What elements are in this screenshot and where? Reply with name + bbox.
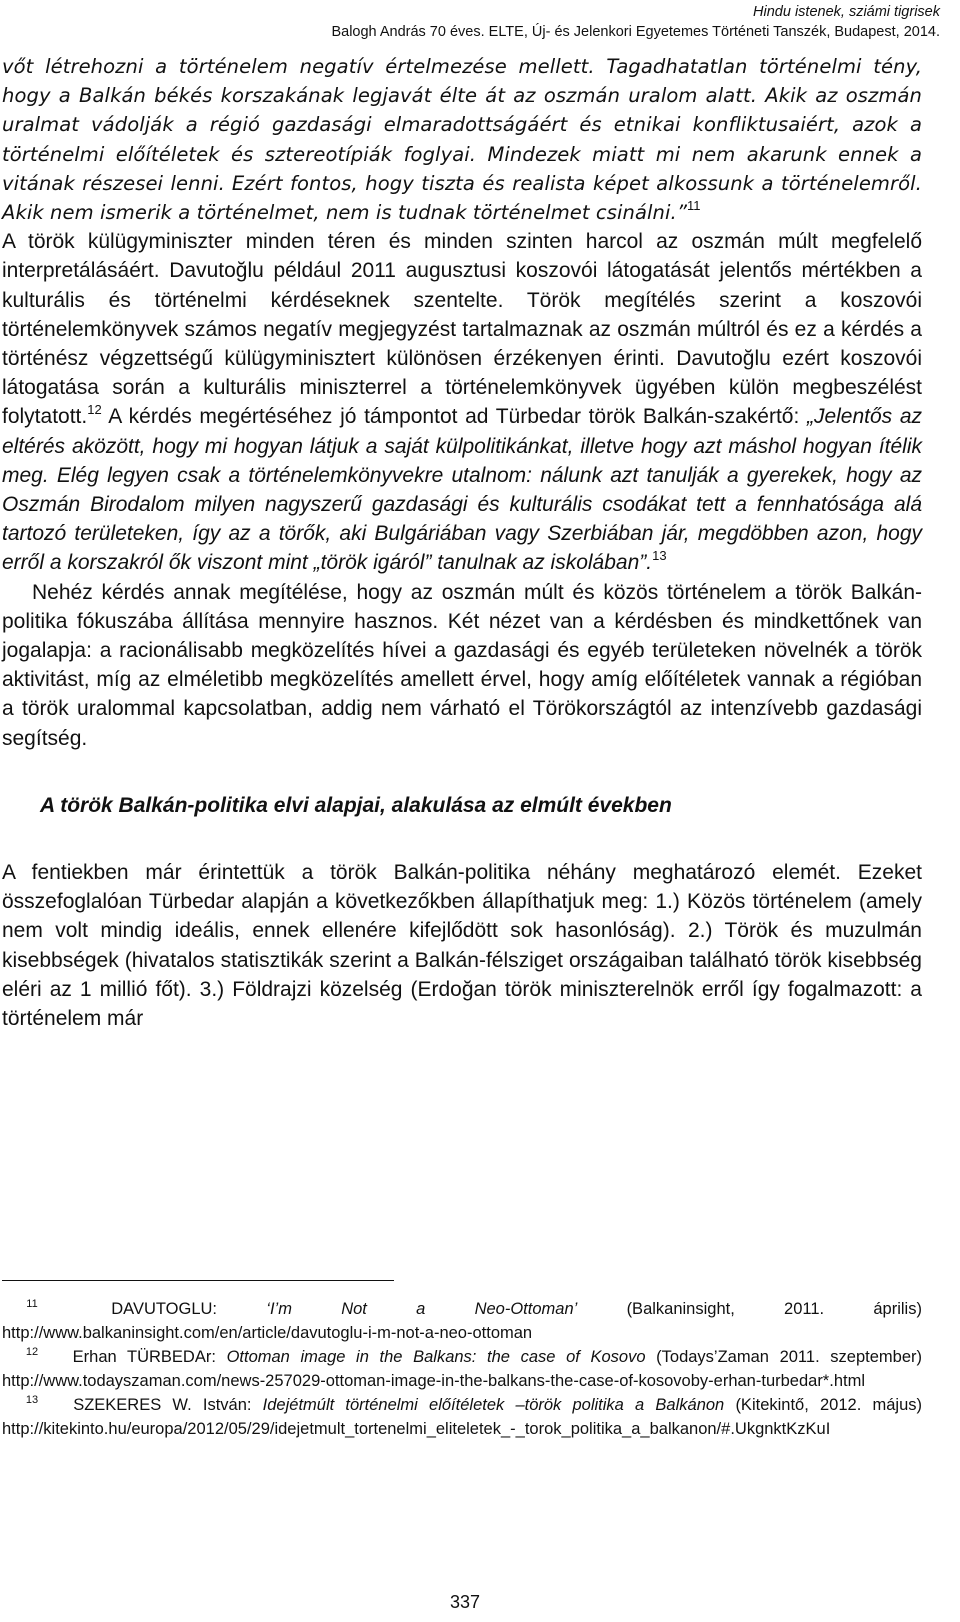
page-number: 337 xyxy=(449,1592,481,1612)
paragraph-2: Nehéz kérdés annak megítélése, hogy az oszmán múlt és közös történelem a török Balkán-politika fókuszába állítása mennyire hasznos. Két nézet van a kérdésben és mindkettőnek van jogalapja: a racionálisabb megközelítés hívei a gazdasági és egyéb területeken növelnék a török aktivitást, míg az elméletibb megközelítés amellett érvel, hogy amíg előítéletek vannak a régióban a török uralommal kapcsolatban, addig nem várható el Törökországtól az intenzívebb gazdasági segítség. xyxy=(2,580,922,750)
footnote-ref-11[interactable]: 11 xyxy=(687,198,701,214)
footnotes xyxy=(2,1280,922,1442)
series-title: Hindu istenek, sziámi tigrisek xyxy=(753,4,940,20)
footnote-source[interactable]: (Todays’Zaman 2011. szeptember) http://www.todayszaman.com/news-257029-ottoman-image-in-the-balkans-the-case-of-kosovoby-erhan-turbedar*.html xyxy=(2,1348,922,1390)
footnote-author: DAVUTOGLU: xyxy=(111,1300,218,1318)
running-header xyxy=(0,2,940,42)
footnote-divider xyxy=(2,1280,394,1281)
footnote-11: $^{11}$ DAVUTOGLU: ‘I’m Not a Neo-Ottoman’ (Balkaninsight, 2011. április) http://www.balkaninsight.com/en/article/davutoglu-i-m-not-a-neo-ottoman xyxy=(2,1298,922,1342)
paragraph-1 xyxy=(2,227,922,577)
paragraph-3: A fentiekben már érintettük a török Balkán-politika néhány meghatározó elemét. Ezeket összefoglalóan Türbedar alapján a következőkben állapíthatjuk meg: 1.) Közös történelem (amely nem volt mindig ideális, ennek ellenére kifejlődött sok hasonlóság). 2.) Török és muzulmán kisebbségek (hivatalos statisztikák szerint a Balkán-félsziget országaiban található török kisebbség eléri az 1 millió főt). 3.) Földrajzi közelség (Erdoğan török miniszterelnök erről így fogalmazott: a történelem már xyxy=(2,861,922,1031)
quote-text-2: Ezért fontos, hogy tiszta és realista képet alkossunk a történelemről. Akik nem ismerik a történelmet, nem is tudnak történelmet csinálni.” xyxy=(2,171,922,225)
main-text xyxy=(2,52,922,1033)
footnote-ref-13[interactable]: 13 xyxy=(652,548,667,564)
footnote-author: SZEKERES W. István: xyxy=(73,1396,252,1414)
paragraph-1-text: A török külügyminiszter minden téren és minden szinten harcol az oszmán múlt megfelelő interpretálásáért. Davutoğlu például 2011 augusztusi koszovói látogatását jelentős mértékben a kulturális és történelmi kérdéseknek szentelte. Török megítélés szerint a koszovói történelemkönyvek számos negatív megjegyzést tartalmaznak az oszmán múltról és ez a kérdés a történész végzettségű külügyminisztert különösen érzékenyen érinti. Davutoğlu ezért koszovói látogatása során a kulturális miniszterrel a történelemkönyvek ügyében külön megbeszélést folytatott. xyxy=(2,230,922,429)
footnote-author: Erhan TÜRBEDAr: xyxy=(72,1348,216,1366)
paragraph-1-text-b: A kérdés megértéséhez jó támpontot ad Türbedar török Balkán-szakértő: xyxy=(108,405,807,429)
footnote-source[interactable]: (Balkaninsight, 2011. április) http://www.balkaninsight.com/en/article/davutoglu-i-m-not-a-neo-ottoman xyxy=(2,1300,922,1342)
footnote-title: Idejétmúlt történelmi előítéletek –török politika a Balkánon xyxy=(262,1396,725,1414)
footnote-13: $^{13}$ SZEKERES W. István: Idejétmúlt történelmi előítéletek –török politika a Balkánon (Kitekintő, 2012. május) http://kitekinto.hu/europa/2012/05/29/idejetmult_tortenelmi_eliteletek_-_torok_politika_a_balkanon/#.UkgnktKzKuI xyxy=(2,1394,922,1438)
footnote-ref-12[interactable]: 12 xyxy=(87,402,102,418)
footnote-title: Ottoman image in the Balkans: the case of Kosovo xyxy=(226,1348,646,1366)
quote-paragraph xyxy=(2,52,922,227)
footnote-title: ‘I’m Not a Neo-Ottoman’ xyxy=(266,1300,578,1318)
volume-info: Balogh András 70 éves. ELTE, Új- és Jelenkori Egyetemes Történeti Tanszék, Budapest, 2014. xyxy=(331,24,940,40)
paragraph-1-quote: „Jelentős az eltérés aközött, hogy mi hogyan látjuk a saját külpolitikánkat, illetve hogy azt máshol hogyan ítélik meg. Elég legyen csak a történelemkönyvekre utalnom: nálunk azt tanulják a gyerekek, hogy az Oszmán Birodalom milyen nagyszerű gazdasági és kulturális csodákat tett a fennhatósága alá tartozó területeken, így az a törők, aki Bulgáriában vagy Szerbiában jár, megdöbben azon, hogy erről a korszakról ők viszont mint „török igáról” tanulnak az iskolában”. xyxy=(2,405,923,575)
footnote-source[interactable]: (Kitekintő, 2012. május) http://kitekinto.hu/europa/2012/05/29/idejetmult_tortenelmi_eliteletek_-_torok_politika_a_balkanon/#.UkgnktKzKuI xyxy=(2,1396,922,1438)
footnote-12: $^{12}$ Erhan TÜRBEDAr: Ottoman image in the Balkans: the case of Kosovo (Todays’Zaman 2011. szeptember) http://www.todayszaman.com/news-257029-ottoman-image-in-the-balkans-the-case-of-kosovoby-erhan-turbedar*.html xyxy=(2,1346,922,1390)
section-heading: A török Balkán-politika elvi alapjai, alakulása az elmúlt években xyxy=(40,793,672,817)
quote-text: vőt létrehozni a történelem negatív értelmezése mellett. Tagadhatatlan történelmi tény, hogy a Balkán békés korszakának legjavát élte át az oszmán uralom alatt. Akik az oszmán uralmat vádolják a régió gazdasági elmaradottságáért és etnikai konfliktusaiért, azok a történelmi előítéletek és sztereotípiák foglyai. Mindezek miatt mi nem akarunk ennek a vitának részesei lenni. xyxy=(2,55,922,195)
